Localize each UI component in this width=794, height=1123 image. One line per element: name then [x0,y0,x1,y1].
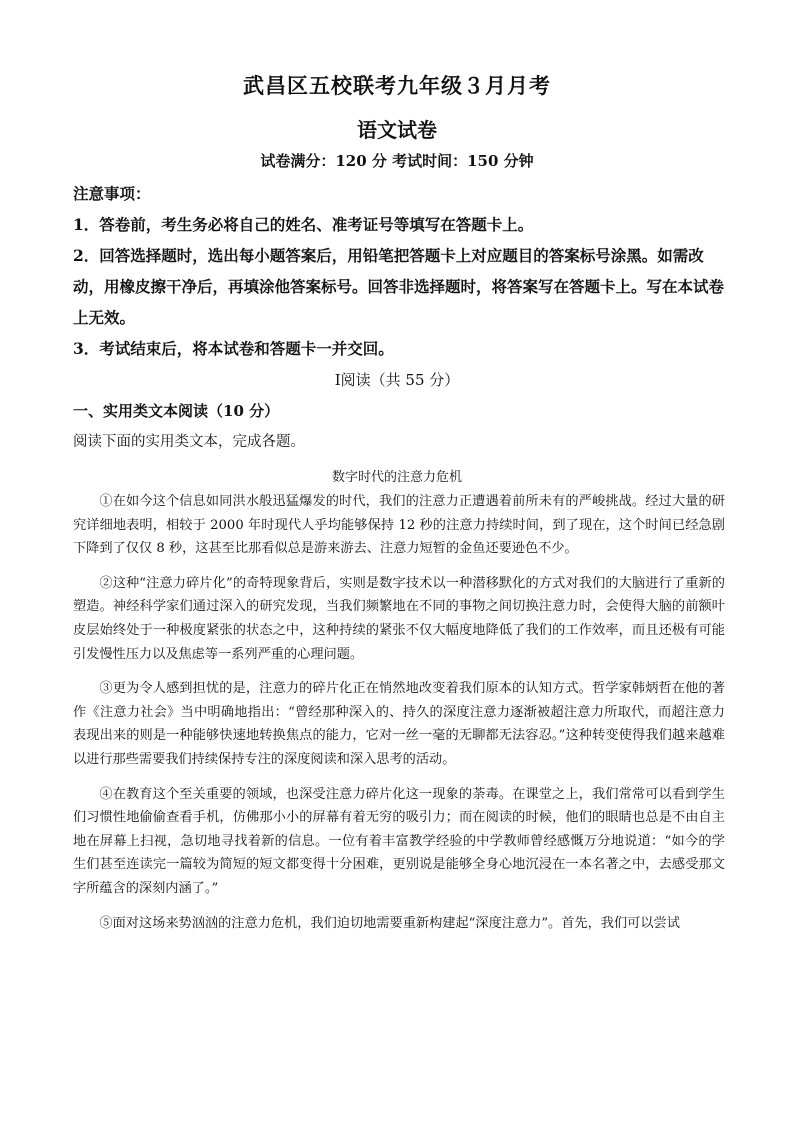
notes-heading: 注意事项： [73,184,151,203]
notes-block [73,178,733,364]
notes-item: 2．回答选择题时，选出每小题答案后，用铅笔把答题卡上对应题目的答案标号涂黑。如需改动，用橡皮擦干净后，再填涂他答案标号。回答非选择题时，将答案写在答题卡上。写在本试卷上无效。 [73,246,725,327]
article-paragraph: ④在教育这个至关重要的领域，也深受注意力碎片化这一现象的荼毒。在课堂之上，我们常常可以看到学生们习惯性地偷偷查看手机，仿佛那小小的屏幕有着无穷的吸引力；而在阅读的时候，他们的眼睛也总是不由自主地在屏幕上扫视，急切地寻找着新的信息。一位有着丰富教学经验的中学教师曾经感慨万分地说道：“如今的学生们甚至连读完一篇较为简短的短文都变得十分困难，更别说是能够全身心地沉浸在一本名著之中，去感受那文字所蕴含的深刻内涵了。” [73,786,725,896]
notes-item: 1．答卷前，考生务必将自己的姓名、准考证号等填写在答题卡上。 [73,215,534,234]
article-paragraph: ③更为令人感到担忧的是，注意力的碎片化正在悄然地改变着我们原本的认知方式。哲学家韩炳哲在他的著作《注意力社会》当中明确地指出：“曾经那种深入的、持久的深度注意力逐渐被超注意力所取代，而超注意力表现出来的则是一种能够快速地转换焦点的能力，它对一丝一毫的无聊都无法容忍。”这种转变使得我们越来越难以进行那些需要我们持续保持专注的深度阅读和深入思考的活动。 [73,681,725,767]
exam-meta: 试卷满分：120 分 考试时间：150 分钟 [260,152,534,170]
reading-instruction: 阅读下面的实用类文本，完成各题。 [73,434,305,450]
exam-subtitle: 语文试卷 [357,118,437,142]
article-paragraph: ②这种“注意力碎片化”的奇特现象背后，实则是数字技术以一种潜移默化的方式对我们的大脑进行了重新的塑造。神经科学家们通过深入的研究发现，当我们频繁地在不同的事物之间切换注意力时，会使得大脑的前额叶皮层始终处于一种极度紧张的状态之中，这种持续的紧张不仅大幅度地降低了我们的工作效率，而且还极有可能引发慢性压力以及焦虑等一系列严重的心理问题。 [73,575,725,662]
article-title: 数字时代的注意力危机 [331,470,462,485]
exam-title: 武昌区五校联考九年级３月月考 [243,73,551,98]
article-paragraph: ①在如今这个信息如同洪水般迅猛爆发的时代，我们的注意力正遭遇着前所未有的严峻挑战。经过大量的研究详细地表明，相较于 2000 年时现代人乎均能够保持 12 秒的注意力持续时间，到了现在，这个时间已经急剧下降到了仅仅 8 秒，这甚至比那看似总是游来游去、注意力短暂的金鱼还要逊色不少。 [73,494,725,557]
article-body [73,490,725,946]
notes-item: 3．考试结束后，将本试卷和答题卡一并交回。 [73,339,394,358]
part-heading: 一、实用类文本阅读（10 分） [73,402,280,420]
section-heading: Ⅰ阅读（共 55 分） [334,371,460,389]
article-paragraph: ⑤面对这场来势汹汹的注意力危机，我们迫切地需要重新构建起“深度注意力”。首先，我们可以尝试 [99,915,680,931]
